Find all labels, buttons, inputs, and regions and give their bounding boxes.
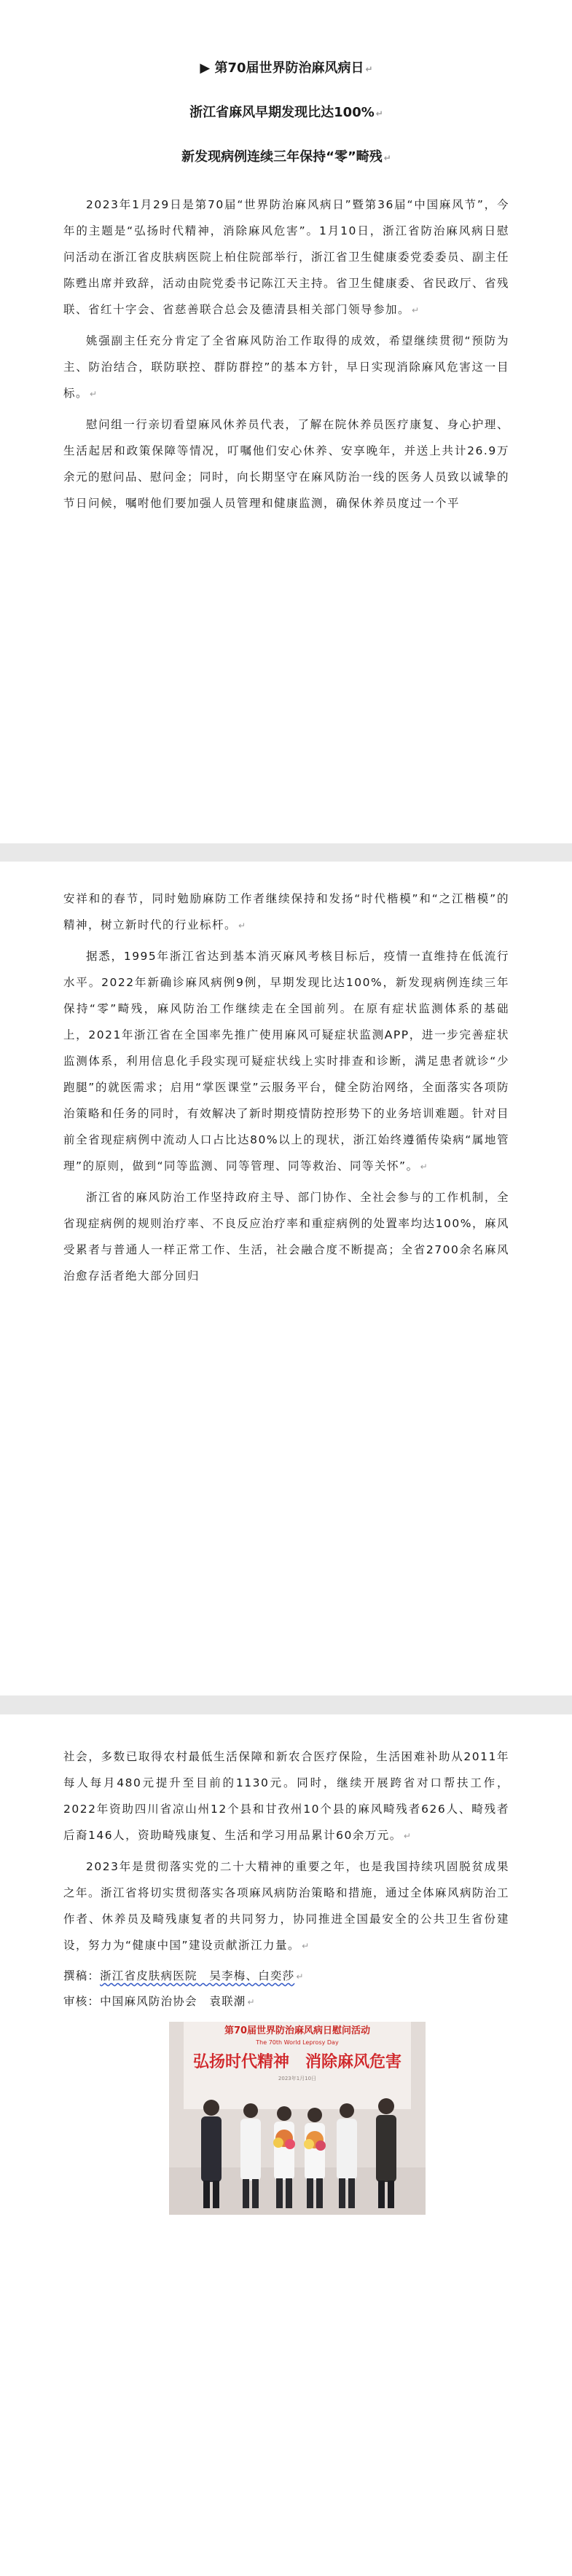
body-paragraph xyxy=(63,943,509,1180)
title-line-3-text: 新发现病例连续三年保持“零”畸残 xyxy=(181,149,383,165)
paragraph-mark: ↵ xyxy=(383,153,391,163)
review-value: 中国麻风防治协会 袁联潮 xyxy=(100,1995,246,2008)
review-credit xyxy=(63,1989,509,2014)
paragraph-text: 社会，多数已取得农村最低生活保障和新农合医疗保险，生活困难补助从2011年每人每月480元提升至目前的1130元。同时，继续开展跨省对口帮扶工作，2022年资助四川省凉山州12个县和甘孜州10个县的麻风畸残者626人、畸残者后裔146人，资助畸残康复、生活和学习用品累计60余万元。 xyxy=(63,1750,509,1842)
paragraph-mark: ↵ xyxy=(90,389,98,399)
body-paragraph xyxy=(63,192,509,323)
page-1-content xyxy=(63,47,509,521)
document-page-3 xyxy=(0,1714,572,2576)
paragraph-mark: ↵ xyxy=(420,1162,429,1172)
body-paragraph xyxy=(63,886,509,939)
review-label: 审核： xyxy=(63,1995,101,2008)
banner-subtitle: The 70th World Leprosy Day xyxy=(256,2039,339,2046)
document-page-1 xyxy=(0,0,572,843)
paragraph-mark: ↵ xyxy=(412,305,420,315)
paragraph-mark: ↵ xyxy=(238,921,247,931)
event-photo xyxy=(169,2022,426,2215)
author-credit xyxy=(63,1963,509,1989)
paragraph-text: 姚强副主任充分肯定了全省麻风防治工作取得的成效，希望继续贯彻“预防为主、防治结合，联防联控、群防群控”的基本方针，早日实现消除麻风危害这一目标。 xyxy=(63,334,509,400)
banner-slogan: 弘扬时代精神 消除麻风危害 xyxy=(192,2053,402,2071)
title-line-1-text: ▶ 第70届世界防治麻风病日 xyxy=(200,60,364,76)
paragraph-text: 据悉，1995年浙江省达到基本消灭麻风考核目标后，疫情一直维持在低流行水平。2022年新确诊麻风病例9例，早期发现比达100%，新发现病例连续三年保持“零”畸残，麻风防治工作继续走在全国前列。在原有症状监测体系的基础上，2021年浙江省在全国率先推广使用麻风可疑症状监测APP，进一步完善症状监测体系，利用信息化手段实现可疑症状线上实时排查和诊断，满足患者就诊“少跑腿”的就医需求；启用“掌医课堂”云服务平台，健全防治网络，全面落实各项防治策略和任务的同时，有效解决了新时期疫情防控形势下的业务培训难题。针对目前全省现症病例中流动人口占比达80%以上的现状，浙江始终遵循传染病“属地管理”的原则，做到“同等监测、同等管理、同等救治、同等关怀”。 xyxy=(63,950,510,1173)
body-paragraph xyxy=(63,1744,509,1849)
paragraph-text: 慰问组一行亲切看望麻风休养员代表，了解在院休养员医疗康复、身心护理、生活起居和政策保障等情况，叮嘱他们安心休养、安享晚年，并送上共计26.9万余元的慰问品、慰问金；同时，向长期坚守在麻风防治一线的医务人员致以诚挚的节日问候，嘱咐他们要加强人员管理和健康监测，确保休养员度过一个平 xyxy=(63,418,510,510)
title-line-2-text: 浙江省麻风早期发现比达100% xyxy=(189,105,375,120)
page-3-content xyxy=(63,1744,509,2215)
banner-date: 2023年1月10日 xyxy=(278,2076,317,2081)
paragraph-text: 浙江省的麻风防治工作坚持政府主导、部门协作、全社会参与的工作机制，全省现症病例的规则治疗率、不良反应治疗率和重症病例的处置率均达100%，麻风受累者与普通人一样正常工作、生活，社会融合度不断提高；全省2700余名麻风治愈存活者绝大部分回归 xyxy=(63,1191,509,1283)
credit-label: 撰稿： xyxy=(63,1969,101,1982)
paragraph-mark: ↵ xyxy=(365,64,373,74)
credit-value: 浙江省皮肤病医院 吴李梅、白奕莎 xyxy=(100,1969,295,1982)
body-paragraph xyxy=(63,411,509,516)
title-line-1 xyxy=(63,47,509,91)
paragraph-mark: ↵ xyxy=(296,1972,305,1982)
body-paragraph xyxy=(63,328,509,407)
paragraph-text: 2023年1月29日是第70届“世界防治麻风病日”暨第36届“中国麻风节”，今年的主题是“弘扬时代精神，消除麻风危害”。1月10日，浙江省防治麻风病日慰问活动在浙江省皮肤病医院上柏住院部举行，浙江省卫生健康委党委委员、副主任陈甦出席并致辞，活动由院党委书记陈江天主持。省卫生健康委、省民政厅、省残联、省红十字会、省慈善联合总会及德清县相关部门领导参加。 xyxy=(63,198,510,316)
document-page-2 xyxy=(0,862,572,1695)
event-photo-illustration xyxy=(169,2022,426,2215)
title-line-3 xyxy=(63,135,509,180)
paragraph-mark: ↵ xyxy=(375,109,383,119)
paragraph-text: 2023年是贯彻落实党的二十大精神的重要之年，也是我国持续巩固脱贫成果之年。浙江省将切实贯彻落实各项麻风病防治策略和措施，通过全体麻风病防治工作者、休养员及畸残康复者的共同努力，协同推进全国最安全的公共卫生省份建设，努力为“健康中国”建设贡献浙江力量。 xyxy=(63,1860,510,1952)
paragraph-mark: ↵ xyxy=(247,1997,256,2007)
page-2-content xyxy=(63,886,509,1293)
paragraph-text: 安祥和的春节，同时勉励麻防工作者继续保持和发扬“时代楷模”和“之江楷模”的精神，树立新时代的行业标杆。 xyxy=(63,892,509,931)
title-line-2 xyxy=(63,91,509,135)
body-paragraph xyxy=(63,1184,509,1289)
paragraph-mark: ↵ xyxy=(403,1831,412,1841)
banner-title: 第70届世界防治麻风病日慰问活动 xyxy=(224,2025,371,2036)
paragraph-mark: ↵ xyxy=(302,1941,310,1951)
body-paragraph xyxy=(63,1854,509,1959)
